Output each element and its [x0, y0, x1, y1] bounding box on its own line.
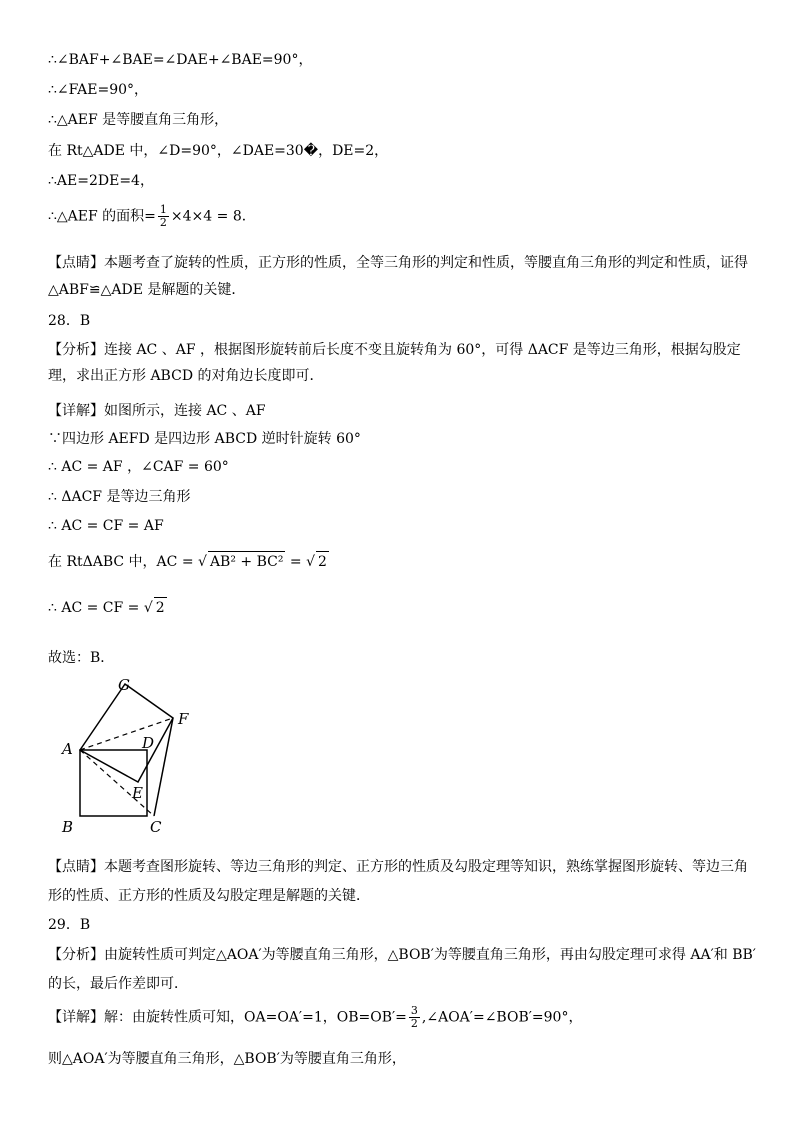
detail-line: [48, 1005, 582, 1030]
area-line: [48, 204, 256, 229]
pythagoras-line: [48, 551, 329, 572]
pythagoras-prefix: 在 RtΔABC 中，AC =: [48, 554, 194, 570]
label-c: C: [150, 818, 162, 836]
label-g: G: [118, 676, 130, 694]
text-line: ∴AE=2DE=4，: [48, 173, 154, 189]
result-prefix: ∴ AC = CF =: [48, 600, 140, 616]
comment-paragraph: 【点睛】本题考查图形旋转、等边三角形的判定、正方形的性质及勾股定理等知识，熟练掌握图形旋转、等边三角形的性质、正方形的性质及勾股定理是解题的关键．: [48, 859, 748, 904]
label-f: F: [178, 710, 189, 728]
sqrt-symbol: √: [143, 600, 153, 616]
sqrt-symbol: √: [306, 554, 316, 570]
label-b: B: [62, 818, 74, 836]
answer-line: 故选：B．: [48, 650, 115, 666]
geometry-figure: [50, 670, 210, 840]
fraction: [158, 204, 169, 229]
text-line: ∴ AC = CF = AF: [48, 518, 164, 534]
text-line: ∴△AEF 是等腰直角三角形，: [48, 112, 229, 128]
text-line: ∴∠FAE=90°，: [48, 82, 149, 98]
text-line: 在 Rt△ADE 中，∠D=90°，∠DAE=30�，DE=2，: [48, 143, 389, 159]
detail-prefix: 【详解】解：由旋转性质可知，OA=OA′=1，OB=OB′=: [48, 1009, 407, 1026]
result-line: [48, 597, 167, 618]
question-number: 28．B: [48, 313, 91, 329]
analysis-paragraph: 【分析】由旋转性质可判定△AOA′为等腰直角三角形，△BOB′为等腰直角三角形，再由勾股定理可求得 AA′和 BB′的长，最后作差即可．: [48, 947, 756, 992]
area-suffix: ×4×4 = 8．: [170, 208, 256, 225]
label-a: A: [62, 740, 73, 758]
fraction-den: 2: [159, 216, 167, 229]
text-line: ∴∠BAF+∠BAE=∠DAE+∠BAE=90°，: [48, 52, 313, 68]
radicand: 2: [154, 597, 167, 618]
fraction: [409, 1005, 420, 1030]
sqrt-symbol: √: [198, 554, 207, 570]
question-number: 29．B: [48, 917, 91, 933]
square-abcd: [80, 750, 147, 816]
segment-fc: [154, 718, 173, 816]
fraction-den: 2: [410, 1017, 418, 1030]
fraction-num: 3: [410, 1004, 418, 1017]
label-d: D: [142, 734, 155, 752]
fraction-num: 1: [159, 203, 167, 216]
square-agfe: [80, 684, 173, 782]
comment-paragraph: 【点睛】本题考查了旋转的性质，正方形的性质，全等三角形的判定和性质，等腰直角三角形的判定和性质，证得△ABF≌△ADE 是解题的关键．: [48, 255, 748, 298]
text-line: ∴ AC = AF ，∠CAF = 60°: [48, 459, 229, 475]
text-line: ∴ ΔACF 是等边三角形: [48, 489, 191, 505]
area-prefix: ∴△AEF 的面积=: [48, 208, 156, 225]
radicand: 2: [316, 551, 329, 572]
segment-ac: [80, 750, 154, 816]
radicand: AB² + BC²: [208, 551, 286, 572]
detail-suffix: ,∠AOA′=∠BOB′=90°，: [421, 1009, 583, 1026]
segment-af: [80, 718, 173, 750]
analysis-paragraph: 【分析】连接 AC 、AF ，根据图形旋转前后长度不变且旋转角为 60°，可得 ΔACF 是等边三角形，根据勾股定理，求出正方形 ABCD 的对角边长度即可．: [48, 342, 741, 384]
equals: =: [289, 554, 302, 570]
text-line: 【详解】如图所示，连接 AC 、AF: [48, 403, 266, 419]
text-line: 则△AOA′为等腰直角三角形，△BOB′为等腰直角三角形，: [48, 1051, 406, 1067]
text-line: ∵四边形 AEFD 是四边形 ABCD 逆时针旋转 60°: [48, 431, 361, 447]
label-e: E: [132, 784, 143, 802]
